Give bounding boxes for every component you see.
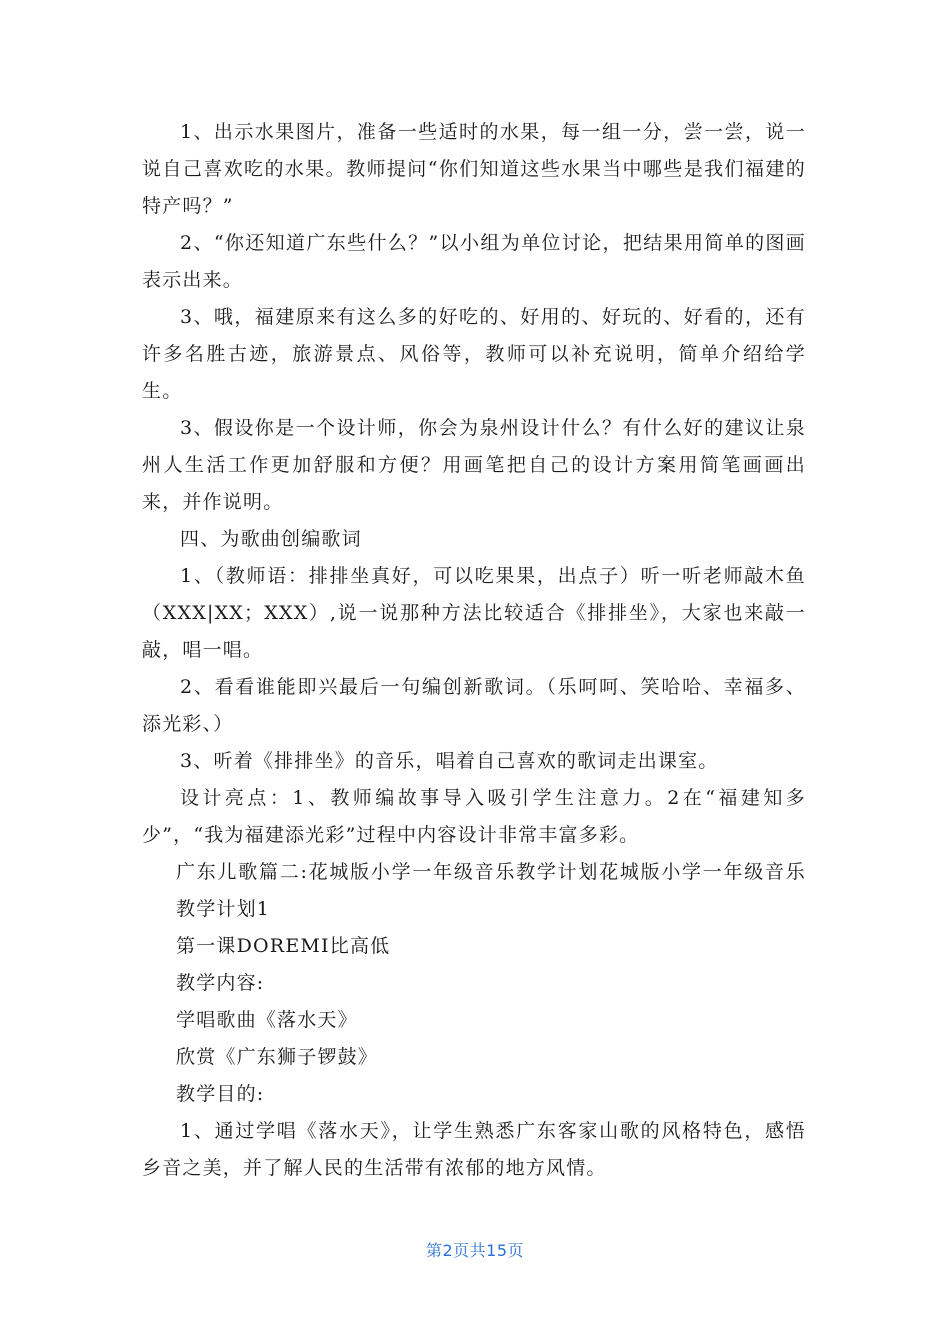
paragraph: 2、“你还知道广东些什么？”以小组为单位讨论，把结果用简单的图画表示出来。 xyxy=(142,232,806,291)
footer-middle: 页共 xyxy=(453,1241,487,1260)
list-item: 欣赏《广东狮子锣鼓》 xyxy=(176,1046,379,1068)
footer-prefix: 第 xyxy=(425,1241,443,1260)
paragraph: 1、出示水果图片，准备一些适时的水果，每一组一分，尝一尝，说一说自己喜欢吃的水果。教师提问“你们知道这些水果当中哪些是我们福建的特产吗？” xyxy=(142,121,806,217)
paragraph: 1、通过学唱《落水天》，让学生熟悉广东客家山歌的风格特色，感悟乡音之美，并了解人民的生活带有浓郁的地方风情。 xyxy=(142,1120,806,1179)
article-title: 广东儿歌篇二:花城版小学一年级音乐教学计划花城版小学一年级音乐教学计划1 xyxy=(176,861,806,920)
paragraph: 3、哦，福建原来有这么多的好吃的、好用的、好玩的、好看的，还有许多名胜古迹，旅游景点、风俗等，教师可以补充说明，简单介绍给学生。 xyxy=(142,306,806,402)
page-number-footer xyxy=(0,1238,950,1261)
document-body xyxy=(142,114,806,1187)
paragraph: 设计亮点：1、教师编故事导入吸引学生注意力。2在“福建知多少”，“我为福建添光彩”过程中内容设计非常丰富多彩。 xyxy=(142,787,806,846)
list-item: 学唱歌曲《落水天》 xyxy=(176,1009,358,1031)
total-page-count: 15 xyxy=(486,1241,508,1260)
subheading: 教学目的: xyxy=(176,1083,265,1105)
section-heading: 四、为歌曲创编歌词 xyxy=(180,528,362,550)
footer-suffix: 页 xyxy=(507,1241,525,1260)
paragraph: 3、听着《排排坐》的音乐，唱着自己喜欢的歌词走出课室。 xyxy=(180,750,719,772)
current-page-number: 2 xyxy=(442,1241,454,1260)
subheading: 教学内容: xyxy=(176,972,265,994)
lesson-title: 第一课DOREMI比高低 xyxy=(176,935,391,957)
paragraph: 2、看看谁能即兴最后一句编创新歌词。（乐呵呵、笑哈哈、幸福多、添光彩、） xyxy=(142,676,806,735)
paragraph: 1、（教师语：排排坐真好，可以吃果果，出点子）听一听老师敲木鱼（XXX|XX；XXX）,说一说那种方法比较适合《排排坐》，大家也来敲一敲，唱一唱。 xyxy=(142,565,806,661)
paragraph: 3、假设你是一个设计师，你会为泉州设计什么？有什么好的建议让泉州人生活工作更加舒服和方便？用画笔把自己的设计方案用简笔画画出来，并作说明。 xyxy=(142,417,806,513)
